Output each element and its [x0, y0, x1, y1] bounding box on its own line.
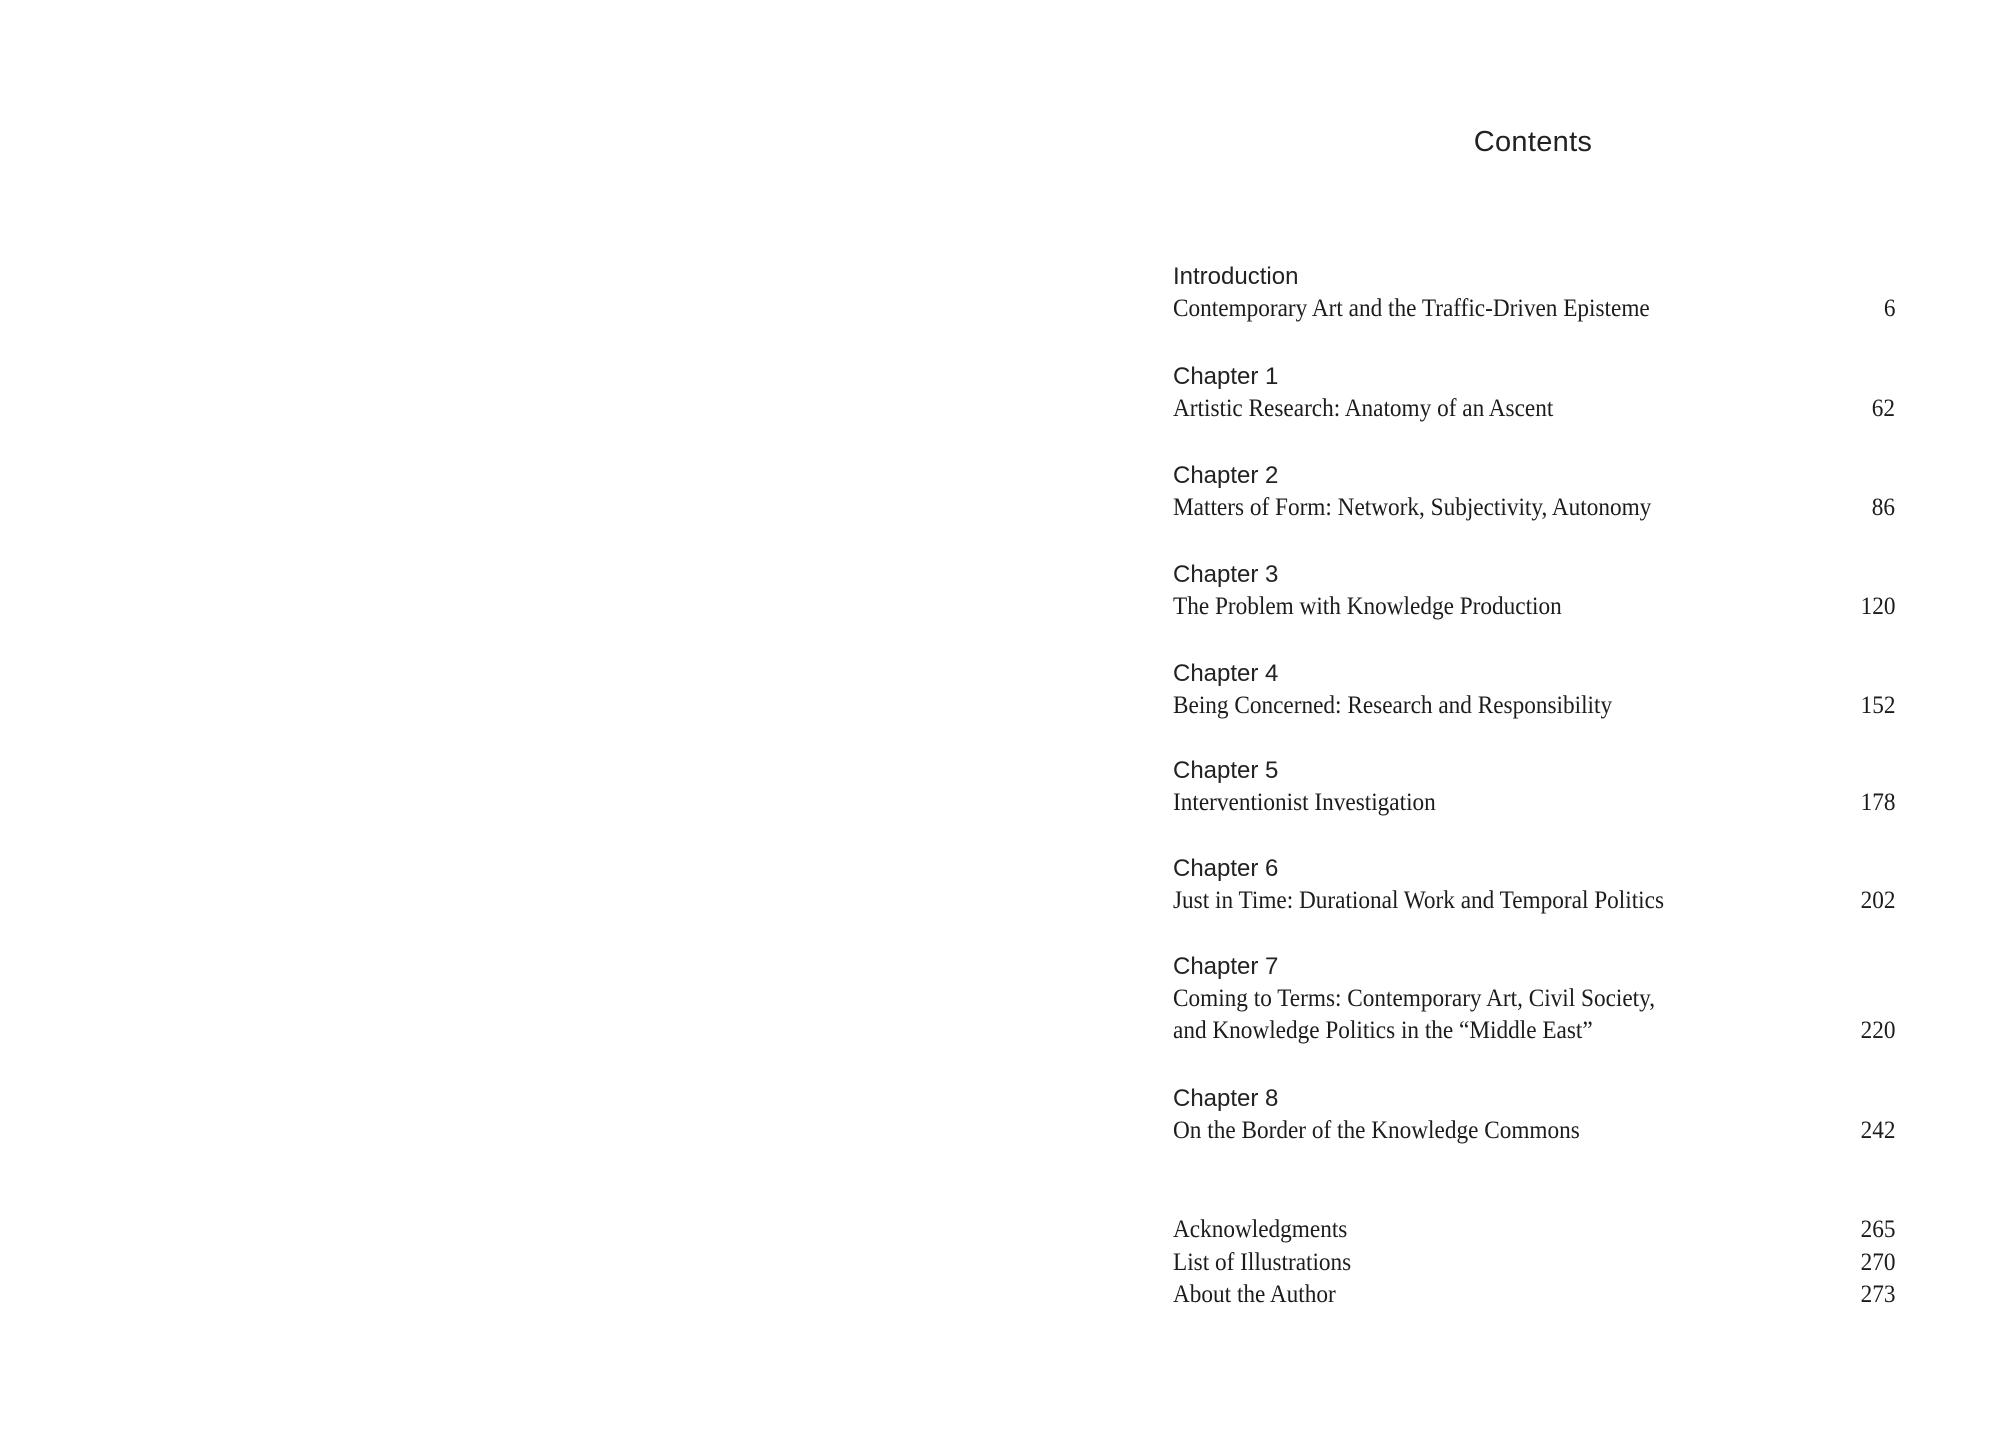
chapter-title-row: [1173, 885, 1895, 917]
back-matter-title: About the Author: [1173, 1281, 1336, 1308]
chapter-title-row: [1173, 393, 1895, 425]
chapter-title-line-2: and Knowledge Politics in the “Middle East”: [1173, 1017, 1593, 1044]
page-number: 202: [1860, 887, 1895, 914]
chapter-title: Artistic Research: Anatomy of an Ascent: [1173, 395, 1554, 422]
toc-entry-chapter-1[interactable]: [1173, 361, 1895, 425]
chapter-label: Introduction: [1173, 263, 1299, 290]
chapter-title: Contemporary Art and the Traffic-Driven Episteme: [1173, 295, 1650, 322]
toc-entry-chapter-2[interactable]: [1173, 460, 1895, 524]
back-matter-title: List of Illustrations: [1173, 1248, 1352, 1276]
chapter-title-row: [1173, 690, 1895, 722]
chapter-label: Chapter 8: [1173, 1085, 1279, 1112]
chapter-title-row: [1173, 983, 1895, 1015]
page-number: 220: [1860, 1017, 1895, 1044]
toc-entry-introduction[interactable]: [1173, 261, 1895, 325]
toc-entry-chapter-6[interactable]: [1173, 853, 1895, 917]
chapter-label: Chapter 6: [1173, 855, 1279, 882]
chapter-title: Interventionist Investigation: [1173, 789, 1436, 816]
back-matter-title: Acknowledgments: [1173, 1216, 1348, 1243]
chapter-title: On the Border of the Knowledge Commons: [1173, 1117, 1580, 1144]
toc-entry-acknowledgments[interactable]: [1173, 1214, 1895, 1247]
page-number: 86: [1871, 494, 1895, 521]
page-number: 270: [1860, 1248, 1895, 1276]
page-number: 120: [1860, 593, 1895, 620]
chapter-title-line-1: Coming to Terms: Contemporary Art, Civil Society,: [1173, 985, 1656, 1012]
chapter-title: Matters of Form: Network, Subjectivity, Autonomy: [1173, 494, 1652, 521]
chapter-label: Chapter 5: [1173, 757, 1279, 784]
chapter-label: Chapter 4: [1173, 660, 1279, 687]
page-number: 273: [1860, 1281, 1895, 1308]
chapter-label: Chapter 3: [1173, 561, 1279, 588]
back-matter-list: [1173, 1214, 1895, 1312]
toc-entry-chapter-8[interactable]: [1173, 1083, 1895, 1147]
toc-entry-list-of-illustrations[interactable]: [1173, 1247, 1895, 1280]
toc-entry-chapter-7[interactable]: [1173, 951, 1895, 1047]
chapter-title-row: [1173, 1015, 1895, 1047]
chapter-title-row: [1173, 492, 1895, 524]
chapter-title-row: [1173, 787, 1895, 819]
toc-entry-chapter-4[interactable]: [1173, 658, 1895, 722]
chapter-title: Being Concerned: Research and Responsibility: [1173, 692, 1613, 719]
chapter-title-row: [1173, 293, 1895, 325]
page-number: 242: [1860, 1117, 1895, 1144]
chapter-title: The Problem with Knowledge Production: [1173, 593, 1562, 620]
page-title: Contents: [1473, 126, 1593, 158]
page-number: 265: [1860, 1216, 1895, 1243]
toc-entry-chapter-3[interactable]: [1173, 559, 1895, 623]
page-number: 178: [1860, 789, 1895, 816]
chapter-label: Chapter 7: [1173, 953, 1279, 980]
page-number: 152: [1860, 692, 1895, 719]
toc-entry-chapter-5[interactable]: [1173, 755, 1895, 819]
page-number: 62: [1871, 395, 1895, 422]
chapter-title-row: [1173, 591, 1895, 623]
chapter-label: Chapter 1: [1173, 363, 1279, 390]
toc-entry-about-the-author[interactable]: [1173, 1279, 1895, 1312]
chapter-title-row: [1173, 1115, 1895, 1147]
chapter-title: Just in Time: Durational Work and Temporal Politics: [1173, 887, 1664, 914]
page-number: 6: [1883, 295, 1895, 322]
chapter-label: Chapter 2: [1173, 462, 1279, 489]
